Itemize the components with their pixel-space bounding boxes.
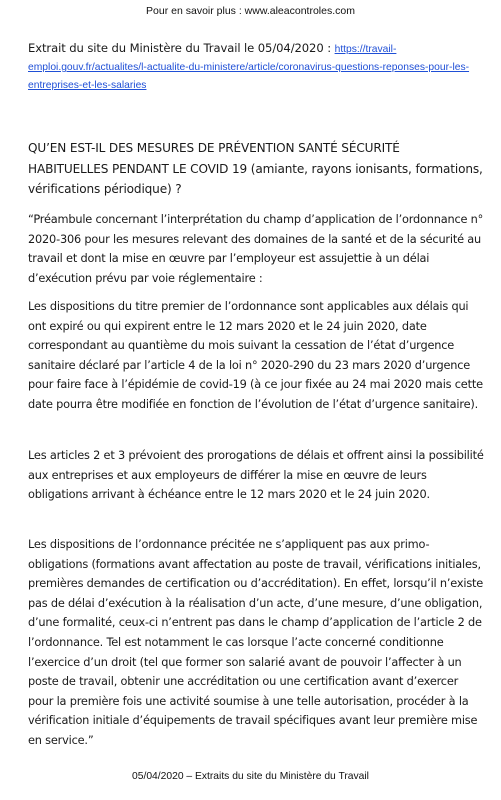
source-label: Extrait du site du Ministère du Travail le 05/04/2020 : [28, 41, 331, 55]
footer-note: 05/04/2020 – Extraits du site du Ministère du Travail [132, 771, 369, 782]
paragraph-preamble: “Préambule concernant l’interprétation du champ d’application de l’ordonnance n° 2020-306 pour les mesures relevant des domaines de la santé et de la sécurité au travail et dont la mise en œuvre par l’employeur est assujettie à un délai d’exécution prévu par voie réglementaire : [28, 212, 484, 285]
article-heading: QU’EN EST-IL DES MESURES DE PRÉVENTION SANTÉ SÉCURITÉ HABITUELLES PENDANT LE COVID 19 (amiante, rayons ionisants, formations, vérifications périodique) ? [28, 141, 483, 196]
paragraph-articles-2-3: Les articles 2 et 3 prévoient des prorogations de délais et offrent ainsi la possibilité aux entreprises et aux employeurs de différer la mise en œuvre de leurs obligations arrivant à échéance entre le 12 mars 2020 et le 24 juin 2020. [28, 448, 484, 502]
source-block [28, 40, 483, 94]
source-link[interactable]: https://travail-emploi.gouv.fr/actualites/l-actualite-du-ministere/article/coronavirus-questions-reponses-pour-les-entreprises-et-les-salaries [28, 44, 470, 91]
paragraph-primo-obligations: Les dispositions de l’ordonnance précitée ne s’appliquent pas aux primo-obligations (formations avant affectation au poste de travail, vérifications initiales, premières demandes de certification ou d’accréditation). En effet, lorsqu’il n’existe pas de délai d’exécution à la réalisation d’un acte, d’une mesure, d’une obligation, d’une formalité, ceux-ci n’entrent pas dans le champ d’application de l’article 2 de l’ordonnance. Tel est notamment le cas lorsque l’acte concerné conditionne l’exercice d’un droit (tel que former son salarié avant de pouvoir l’affecter à un poste de travail, obtenir une accréditation ou une certification avant d’exercer pour la première fois une activité soumise à une telle autorisation, procéder à la vérification initiale d’équipements de travail spécifiques avant leur première mise en service.” [28, 537, 484, 747]
paragraph-title-premier: Les dispositions du titre premier de l’ordonnance sont applicables aux délais qui ont expiré ou qui expirent entre le 12 mars 2020 et le 24 juin 2020, date correspondant au quantième du mois suivant la cessation de l’état d’urgence sanitaire déclaré par l’article 4 de la loi n° 2020-290 du 23 mars 2020 d’urgence pour faire face à l’épidémie de covid-19 (à ce jour fixée au 24 mai 2020 mais cette date pourra être modifiée en fonction de l’évolution de l’état d’urgence sanitaire). [28, 299, 483, 411]
header-note: Pour en savoir plus : www.aleacontroles.com [146, 5, 355, 17]
